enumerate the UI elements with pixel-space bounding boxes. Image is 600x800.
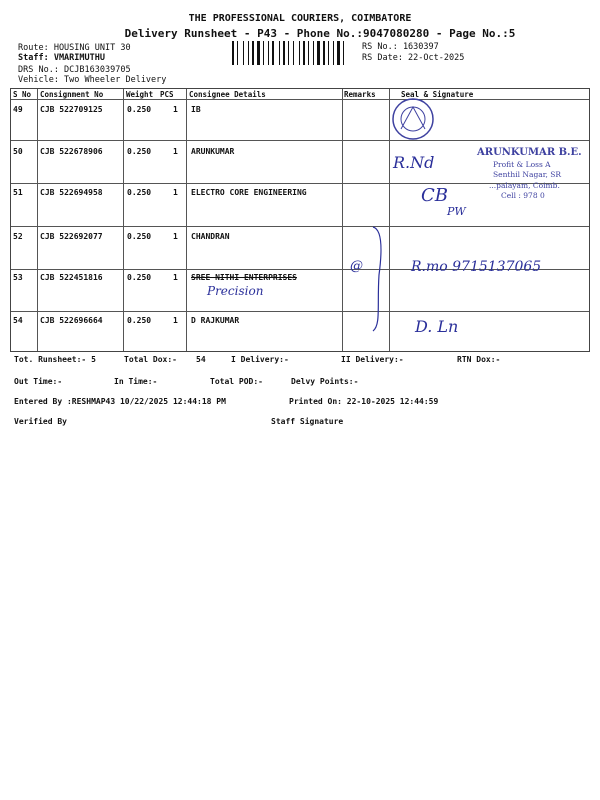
row-53-weight: 0.250 — [127, 273, 152, 282]
signature-pw: PW — [447, 205, 466, 218]
col-header-consignee: Consignee Details — [189, 90, 266, 99]
row-51-consignee: ELECTRO CORE ENGINEERING — [191, 188, 307, 197]
col-header-pcs: PCS — [160, 90, 174, 99]
row-54-consignee: D RAJKUMAR — [191, 316, 240, 325]
row-52-weight: 0.250 — [127, 232, 152, 241]
row-50-sno: 50 — [13, 147, 23, 156]
col-header-signature: Seal & Signature — [401, 90, 474, 99]
row-54-weight: 0.250 — [127, 316, 152, 325]
col-header-weight: Weight — [126, 90, 154, 99]
stamp-line4: ...palayam, Coimb. — [489, 181, 560, 190]
runsheet-table — [10, 88, 590, 352]
stamp-line5: Cell : 978 0 — [501, 191, 545, 200]
row-53-consignment: CJB 522451816 — [40, 273, 103, 282]
remark-mark: @ — [350, 259, 363, 274]
row-49-sno: 49 — [13, 105, 23, 114]
i-delivery: I Delivery:- — [231, 355, 289, 364]
company-title: THE PROFESSIONAL COURIERS, COIMBATORE — [188, 13, 412, 24]
row-54-pcs: 1 — [173, 316, 178, 325]
row-51-weight: 0.250 — [127, 188, 152, 197]
staff-signature: Staff Signature — [271, 417, 344, 426]
row-52-pcs: 1 — [173, 232, 178, 241]
drs-label: DRS No.: DCJB163039705 — [18, 65, 131, 75]
row-51-pcs: 1 — [173, 188, 178, 197]
signature-row-54: D. Ln — [415, 317, 459, 336]
row-49-consignee: IB — [191, 105, 201, 114]
stamp-line2: Profit & Loss A — [493, 160, 551, 169]
row-53-sno: 53 — [13, 273, 23, 282]
route-label: Route: HOUSING UNIT 30 — [18, 43, 131, 53]
row-50-weight: 0.250 — [127, 147, 152, 156]
signature-row-51: CB — [421, 185, 448, 206]
row-51-consignment: CJB 522694958 — [40, 188, 103, 197]
col-header-consignment: Consignment No — [40, 90, 104, 99]
row-53-handwritten-correction: Precision — [207, 284, 264, 298]
row-50-pcs: 1 — [173, 147, 178, 156]
barcode — [232, 41, 356, 65]
entered-by: Entered By :RESHMAP43 10/22/2025 12:44:18 PM — [14, 397, 226, 406]
signature-row-53: R.mo 9715137065 — [411, 259, 542, 275]
col-header-remarks: Remarks — [344, 90, 376, 99]
runsheet-subtitle: Delivery Runsheet - P43 - Phone No.:9047080280 - Page No.:5 — [124, 27, 516, 40]
col-header-sno: S No — [13, 90, 32, 99]
row-49-consignment: CJB 522709125 — [40, 105, 103, 114]
stamp-line3: Senthil Nagar, SR — [493, 170, 562, 179]
stamp-name: ARUNKUMAR B.E. — [477, 147, 582, 158]
row-49-pcs: 1 — [173, 105, 178, 114]
vehicle-label: Vehicle: Two Wheeler Delivery — [18, 75, 167, 85]
row-51-sno: 51 — [13, 188, 23, 197]
row-54-consignment: CJB 522696664 — [40, 316, 103, 325]
total-pod: Total POD:- — [210, 377, 263, 386]
staff-label: Staff: VMARIMUTHU — [18, 53, 105, 63]
row-53-pcs: 1 — [173, 273, 178, 282]
row-49-weight: 0.250 — [127, 105, 152, 114]
out-time: Out Time:- — [14, 377, 63, 386]
total-dox-value: 54 — [196, 355, 206, 364]
signature-row-50: R.Nd — [393, 153, 435, 172]
delvy-points: Delvy Points:- — [291, 377, 359, 386]
row-50-consignment: CJB 522678906 — [40, 147, 103, 156]
tot-runsheet: Tot. Runsheet:- 5 — [14, 355, 96, 364]
rs-number: RS No.: 1630397 — [362, 42, 439, 52]
row-53-consignee: SREE NITHI ENTERPRISES — [191, 273, 297, 282]
row-52-sno: 52 — [13, 232, 23, 241]
total-dox-label: Total Dox:- — [124, 355, 177, 364]
row-52-consignee: CHANDRAN — [191, 232, 230, 241]
circular-stamp-icon — [383, 89, 443, 141]
rtn-dox: RTN Dox:- — [457, 355, 501, 364]
row-52-consignment: CJB 522692077 — [40, 232, 103, 241]
printed-on: Printed On: 22-10-2025 12:44:59 — [289, 397, 439, 406]
row-54-sno: 54 — [13, 316, 23, 325]
row-50-consignee: ARUNKUMAR — [191, 147, 235, 156]
remark-bracket — [371, 225, 389, 335]
verified-by: Verified By — [14, 417, 67, 426]
rs-date: RS Date: 22-Oct-2025 — [362, 53, 465, 63]
ii-delivery: II Delivery:- — [341, 355, 404, 364]
in-time: In Time:- — [114, 377, 158, 386]
